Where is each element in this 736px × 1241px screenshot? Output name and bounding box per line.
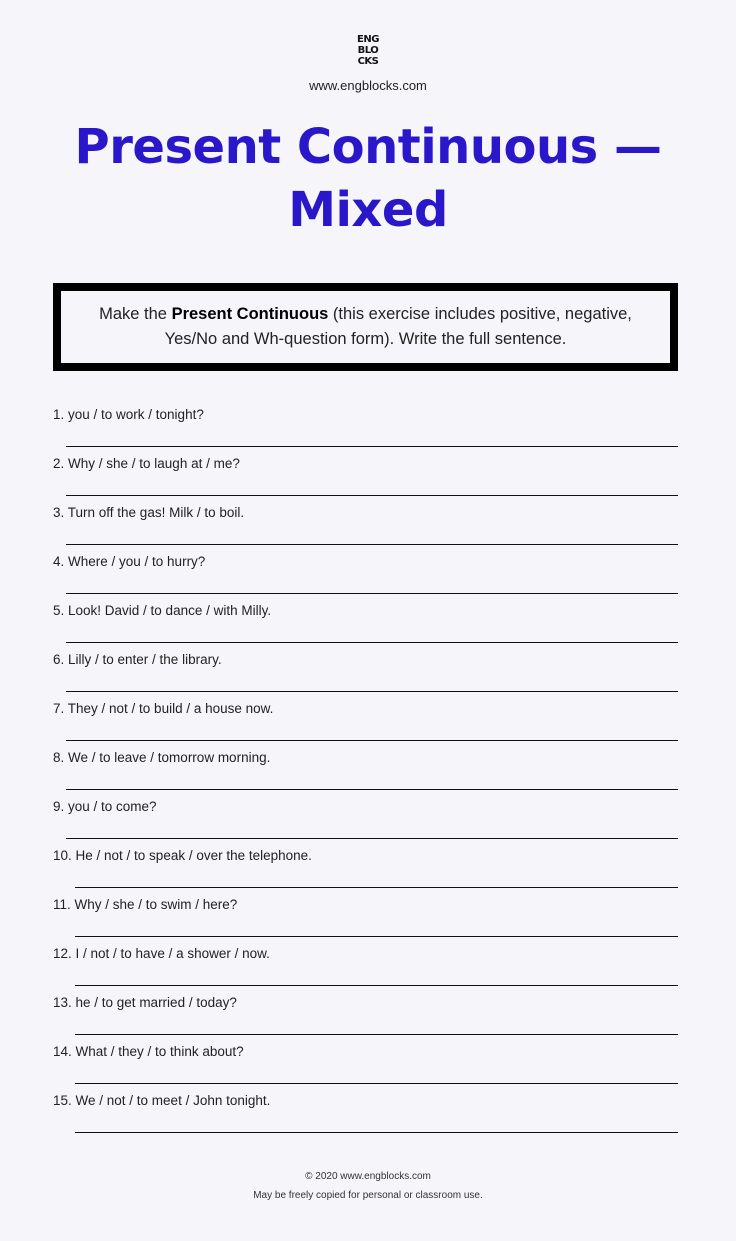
exercise-prompt: 5. Look! David / to dance / with Milly. (53, 603, 272, 618)
answer-line[interactable] (66, 740, 678, 741)
answer-line[interactable] (75, 1132, 678, 1133)
exercise-prompt: 12. I / not / to have / a shower / now. (53, 946, 270, 961)
exercise-prompt: 14. What / they / to think about? (53, 1044, 244, 1059)
exercise-prompt: 6. Lilly / to enter / the library. (53, 652, 222, 667)
exercise-prompt: 1. you / to work / tonight? (53, 407, 204, 422)
logo-line: BLO (357, 45, 379, 56)
logo-line: CKS (357, 56, 379, 67)
exercise-prompt: 8. We / to leave / tomorrow morning. (53, 750, 271, 765)
title-line-2: Mixed (288, 182, 448, 238)
exercise-prompt: 3. Turn off the gas! Milk / to boil. (53, 505, 245, 520)
instruction-prefix: Make the (99, 305, 172, 323)
answer-line[interactable] (66, 495, 678, 496)
answer-line[interactable] (66, 838, 678, 839)
answer-line[interactable] (75, 887, 678, 888)
exercise-prompt: 2. Why / she / to laugh at / me? (53, 456, 240, 471)
footer-license: May be freely copied for personal or classroom use. (253, 1190, 483, 1201)
instruction-box (53, 283, 678, 371)
answer-line[interactable] (75, 1034, 678, 1035)
exercise-prompt: 15. We / not / to meet / John tonight. (53, 1093, 271, 1108)
exercise-prompt: 13. he / to get married / today? (53, 995, 237, 1010)
exercise-prompt: 9. you / to come? (53, 799, 157, 814)
answer-line[interactable] (66, 544, 678, 545)
exercise-prompt: 7. They / not / to build / a house now. (53, 701, 274, 716)
answer-line[interactable] (66, 446, 678, 447)
title-line-1: Present Continuous — (74, 119, 662, 175)
answer-line[interactable] (66, 691, 678, 692)
answer-line[interactable] (75, 1083, 678, 1084)
answer-line[interactable] (66, 593, 678, 594)
logo-line: ENG (357, 34, 379, 45)
instruction-text (75, 302, 656, 352)
exercise-prompt: 4. Where / you / to hurry? (53, 554, 206, 569)
answer-line[interactable] (66, 789, 678, 790)
answer-line[interactable] (66, 642, 678, 643)
engblocks-logo (0, 34, 736, 67)
exercise-prompt: 10. He / not / to speak / over the telephone. (53, 848, 312, 863)
exercise-prompt: 11. Why / she / to swim / here? (53, 897, 238, 912)
answer-line[interactable] (75, 936, 678, 937)
site-url: www.engblocks.com (309, 78, 427, 93)
answer-line[interactable] (75, 985, 678, 986)
instruction-suffix: (this exercise includes positive, negative, Yes/No and Wh-question form). Write the full sentence. (164, 305, 632, 348)
page-title (40, 116, 696, 242)
instruction-bold: Present Continuous (171, 305, 329, 323)
footer-copyright: © 2020 www.engblocks.com (305, 1171, 431, 1182)
